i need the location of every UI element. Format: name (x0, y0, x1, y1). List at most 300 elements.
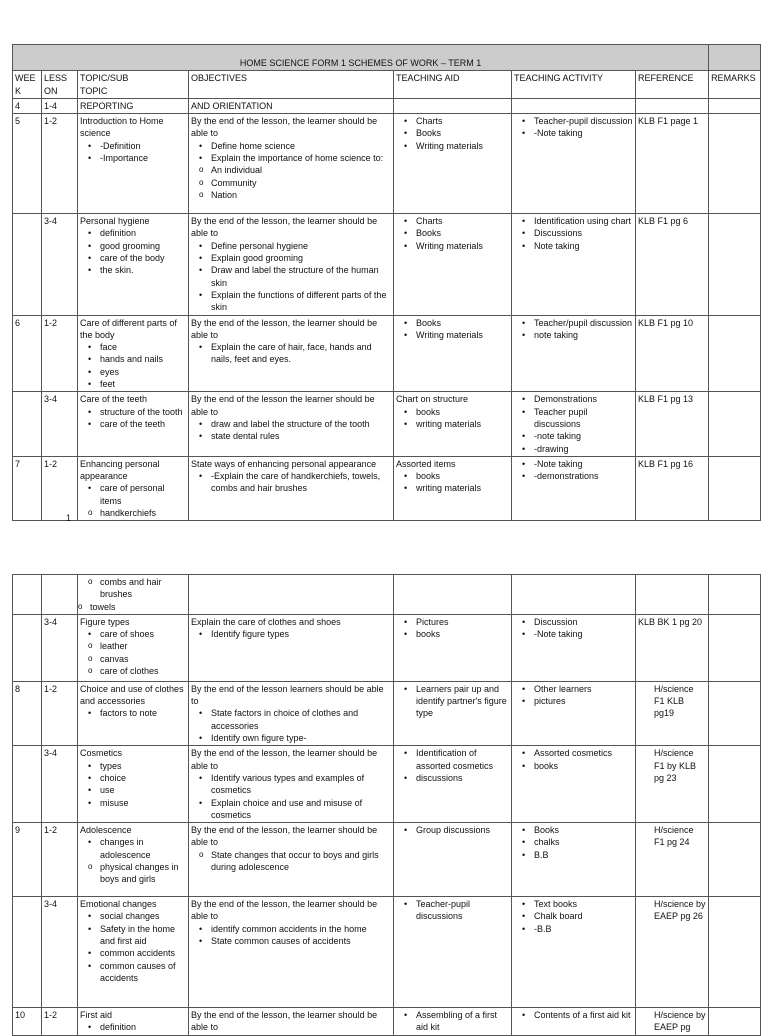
lesson-cell-text: 1-2 (44, 1010, 58, 1021)
objectives-cell (189, 114, 394, 214)
column-header-row (13, 71, 761, 99)
teaching-aid-cell (394, 681, 512, 745)
header-remarks: REMARKS (709, 71, 761, 99)
bullet-item: • the skin. (100, 264, 186, 276)
bullet-item: • changes in adolescence (100, 836, 186, 861)
teaching-activity-cell (512, 315, 636, 392)
objectives-cell-list (191, 418, 391, 443)
lesson-cell-text: 1-2 (44, 458, 58, 469)
bullet-item: • Discussions (534, 227, 633, 239)
bullet-item: • -Note taking (534, 458, 633, 470)
teaching-aid-cell-list (396, 115, 509, 152)
bullet-item: • -B.B (534, 923, 633, 935)
bullet-item: • face (100, 341, 186, 353)
page-number: 1 (66, 513, 72, 523)
teaching-activity-cell-list (514, 898, 633, 935)
reference-cell-text: KLB BK 1 pg 20 (638, 616, 703, 627)
topic-cell-text: First aid (80, 1010, 113, 1021)
lesson-cell (42, 746, 78, 823)
teaching-aid-cell-list (396, 317, 509, 342)
bullet-item: • choice (100, 772, 186, 784)
table-row (13, 614, 761, 681)
lesson-cell-text: 1-2 (44, 683, 58, 694)
objectives-cell-list (191, 628, 391, 640)
week-cell (13, 897, 42, 1008)
teaching-aid-cell-list (396, 747, 509, 784)
bullet-item: • identify common accidents in the home (211, 923, 391, 935)
objectives-cell-list (191, 849, 391, 874)
bullet-item: • Teacher-pupil discussions (416, 898, 509, 923)
header-lesson-line2: ON (44, 85, 58, 96)
teaching-aid-cell (394, 392, 512, 456)
remarks-cell (709, 823, 761, 897)
bullet-item: • social changes (100, 910, 186, 922)
teaching-aid-cell (394, 315, 512, 392)
topic-cell (78, 897, 189, 1008)
title-row-empty-cell (709, 45, 761, 71)
topic-cell-text: Personal hygiene (80, 216, 150, 227)
remarks-cell (709, 456, 761, 520)
bullet-item: • Teacher/pupil discussion (534, 317, 633, 329)
sub-bullet-item: o physical changes in boys and girls (100, 861, 186, 886)
orientation-activity (512, 98, 636, 113)
bullet-item: • -Note taking (534, 628, 633, 640)
orientation-remarks (709, 98, 761, 113)
objectives-cell-list (191, 140, 391, 201)
topic-cell (78, 392, 189, 456)
topic-cell-text: Cosmetics (80, 748, 123, 759)
topic-cell (78, 456, 189, 520)
objectives-cell (189, 681, 394, 745)
teaching-aid-cell-list (396, 898, 509, 923)
table-row (13, 681, 761, 745)
header-teaching-activity: TEACHING ACTIVITY (512, 71, 636, 99)
bullet-item: • Identify figure types (211, 628, 391, 640)
header-objectives: OBJECTIVES (189, 71, 394, 99)
bullet-item: • books (416, 406, 509, 418)
week-cell-text: 8 (15, 683, 21, 694)
sub-bullet-item: o combs and hair brushes (100, 576, 186, 601)
bullet-item: • Assembling of a first aid kit (416, 1009, 509, 1034)
bullet-item: • Discussion (534, 616, 633, 628)
week-cell (13, 456, 42, 520)
lesson-cell (42, 392, 78, 456)
teaching-aid-cell (394, 746, 512, 823)
objectives-cell-list (191, 341, 391, 366)
topic-cell-list (80, 707, 186, 719)
objectives-cell (189, 456, 394, 520)
topic-cell-list (80, 628, 186, 677)
week-cell (13, 614, 42, 681)
bullet-item: • common accidents (100, 947, 186, 959)
header-topic-line2: TOPIC (80, 85, 108, 96)
bullet-item: • types (100, 760, 186, 772)
teaching-aid-cell-list (396, 1009, 509, 1034)
reference-cell (636, 681, 709, 745)
bullet-item: • feet (100, 378, 186, 390)
topic-cell-list (80, 227, 186, 276)
bullet-item: • Safety in the home and first aid (100, 923, 186, 948)
bullet-item: • Writing materials (416, 140, 509, 152)
topic-cell-list (80, 482, 186, 519)
bullet-item: • -drawing (534, 443, 633, 455)
topic-cell-text: Adolescence (80, 825, 132, 836)
topic-cell (78, 1008, 189, 1036)
objectives-cell (189, 823, 394, 897)
sub-bullet-item: o An individual (211, 164, 391, 176)
bullet-item: • Contents of a first aid kit (534, 1009, 633, 1021)
bullet-item: • Assorted cosmetics (534, 747, 633, 759)
remarks-cell (709, 897, 761, 1008)
lesson-cell (42, 1008, 78, 1036)
reference-cell (636, 1008, 709, 1036)
remarks-cell (709, 575, 761, 615)
week-cell-text: 9 (15, 825, 21, 836)
remarks-cell (709, 681, 761, 745)
reference-cell (636, 214, 709, 315)
objectives-cell-list (191, 772, 391, 821)
objectives-cell-text: By the end of the lesson, the learner should be able to (191, 1010, 378, 1033)
bullet-item: • books (416, 628, 509, 640)
bullet-item: • Identify own figure type- (211, 732, 391, 744)
reference-cell (636, 897, 709, 1008)
reference-cell (636, 315, 709, 392)
topic-cell (78, 114, 189, 214)
bullet-item: • Books (416, 317, 509, 329)
bullet-item: • books (416, 470, 509, 482)
bullet-item: • -Explain the care of handkerchiefs, towels, combs and hair brushes (211, 470, 391, 495)
week-cell-text: 10 (15, 1010, 26, 1021)
topic-cell-list (80, 910, 186, 984)
bullet-item: • structure of the tooth (100, 406, 186, 418)
teaching-activity-cell-list (514, 458, 633, 483)
week-cell-text: 5 (15, 116, 21, 127)
topic-cell (78, 214, 189, 315)
remarks-cell (709, 746, 761, 823)
objectives-cell-text: By the end of the lesson, the learner should be able to (191, 899, 378, 922)
orientation-lesson: 1-4 (42, 98, 78, 113)
teaching-aid-cell (394, 897, 512, 1008)
sub-bullet-item: o handkerchiefs (100, 507, 186, 519)
teaching-activity-cell (512, 746, 636, 823)
week-cell (13, 746, 42, 823)
sub-bullet-item: o State changes that occur to boys and girls during adolescence (211, 849, 391, 874)
week-cell (13, 823, 42, 897)
bullet-item: • Explain choice and use and misuse of cosmetics (211, 797, 391, 822)
topic-cell-text: Introduction to Home science (80, 116, 164, 139)
bullet-item: • Group discussions (416, 824, 509, 836)
bullet-item: • Define home science (211, 140, 391, 152)
sub-bullet-item: o towels (90, 601, 186, 613)
objectives-cell-list (191, 707, 391, 744)
teaching-aid-cell (394, 614, 512, 681)
header-week (13, 71, 42, 99)
week-cell (13, 681, 42, 745)
reference-cell (636, 392, 709, 456)
orientation-aid (394, 98, 512, 113)
teaching-activity-cell (512, 897, 636, 1008)
lesson-cell (42, 114, 78, 214)
topic-cell-text: Figure types (80, 616, 130, 627)
bullet-item: • books (534, 760, 633, 772)
table-row (13, 114, 761, 214)
objectives-cell-text: By the end of the lesson, the learner should be able to (191, 825, 378, 848)
bullet-item: • good grooming (100, 240, 186, 252)
topic-cell-list (80, 140, 186, 165)
orientation-topic: REPORTING (78, 98, 189, 113)
reference-cell-text: KLB F1 pg 6 (638, 216, 689, 227)
header-week-line2: K (15, 85, 22, 96)
bullet-item: • Chalk board (534, 910, 633, 922)
teaching-activity-cell (512, 1008, 636, 1036)
bullet-item: • discussions (416, 772, 509, 784)
table-title: HOME SCIENCE FORM 1 SCHEMES OF WORK – TERM 1 (13, 45, 709, 71)
remarks-cell (709, 1008, 761, 1036)
teaching-activity-cell-list (514, 393, 633, 454)
bullet-item: • Identification of assorted cosmetics (416, 747, 509, 772)
remarks-cell (709, 114, 761, 214)
reference-cell-text: H/science by EAEP pg (654, 1010, 706, 1033)
bullet-item: • care of personal items (100, 482, 186, 507)
objectives-cell-text: By the end of the lesson, the learner should be able to (191, 116, 378, 139)
bullet-item: • hands and nails (100, 353, 186, 365)
bullet-item: • Identification using chart (534, 215, 633, 227)
lesson-cell-text: 3-4 (44, 616, 58, 627)
objectives-cell (189, 897, 394, 1008)
reference-cell-text: H/science F1 pg 24 (654, 825, 694, 848)
remarks-cell (709, 392, 761, 456)
objectives-cell-text: By the end of the lesson, the learner should be able to (191, 317, 378, 340)
reference-cell-text: KLB F1 pg 10 (638, 317, 694, 328)
bullet-item: • chalks (534, 836, 633, 848)
lesson-cell (42, 315, 78, 392)
bullet-item: • Other learners (534, 683, 633, 695)
bullet-item: • Teacher pupil discussions (534, 406, 633, 431)
reference-cell (636, 823, 709, 897)
reference-cell-text: KLB F1 pg 16 (638, 458, 694, 469)
topic-cell-text: Care of the teeth (80, 394, 148, 405)
week-cell (13, 392, 42, 456)
bullet-item: • Note taking (534, 240, 633, 252)
reference-cell-text: KLB F1 pg 13 (638, 394, 694, 405)
lesson-cell (42, 897, 78, 1008)
objectives-cell-text: By the end of the lesson, the learner should be able to (191, 748, 378, 771)
remarks-cell (709, 614, 761, 681)
teaching-aid-cell-list (396, 616, 509, 641)
scheme-table-page1 (12, 44, 761, 521)
bullet-item: • care of the body (100, 252, 186, 264)
teaching-aid-cell (394, 456, 512, 520)
table-row (13, 823, 761, 897)
week-cell (13, 315, 42, 392)
teaching-aid-cell-list (396, 215, 509, 252)
topic-cell (78, 614, 189, 681)
table-row (13, 1008, 761, 1036)
lesson-cell (42, 823, 78, 897)
table-row (13, 456, 761, 520)
week-cell (13, 214, 42, 315)
topic-cell-text: Enhancing personal appearance (80, 458, 160, 482)
bullet-item: • Text books (534, 898, 633, 910)
teaching-activity-cell-list (514, 215, 633, 252)
bullet-item: • Explain the functions of different parts of the skin (211, 289, 391, 314)
bullet-item: • -Note taking (534, 127, 633, 139)
teaching-activity-cell-list (514, 747, 633, 772)
bullet-item: • B.B (534, 849, 633, 861)
bullet-item: • factors to note (100, 707, 186, 719)
teaching-aid-cell (394, 575, 512, 615)
topic-cell (78, 575, 189, 615)
bullet-item: • State factors in choice of clothes and accessories (211, 707, 391, 732)
topic-cell (78, 823, 189, 897)
bullet-item: • Teacher-pupil discussion (534, 115, 633, 127)
topic-cell-list (80, 341, 186, 390)
remarks-cell (709, 315, 761, 392)
objectives-cell-list (191, 923, 391, 948)
topic-cell-list (80, 836, 186, 885)
objectives-cell (189, 392, 394, 456)
bullet-item: • Explain the care of hair, face, hands and nails, feet and eyes. (211, 341, 391, 366)
topic-cell-text: Care of different parts of the body (80, 317, 177, 340)
bullet-item: • eyes (100, 366, 186, 378)
teaching-aid-cell (394, 823, 512, 897)
sub-bullet-item: o leather (100, 640, 186, 652)
topic-cell-list (80, 760, 186, 809)
objectives-cell-text: Explain the care of clothes and shoes (191, 616, 341, 627)
bullet-item: • -Importance (100, 152, 186, 164)
objectives-cell (189, 575, 394, 615)
teaching-aid-cell-list (396, 470, 509, 495)
objectives-cell-list (191, 470, 391, 495)
teaching-aid-cell-list (396, 824, 509, 836)
bullet-item: • Writing materials (416, 329, 509, 341)
bullet-item: • Charts (416, 215, 509, 227)
bullet-item: • draw and label the structure of the tooth (211, 418, 391, 430)
objectives-cell-list (191, 240, 391, 314)
header-reference: REFERENCE (636, 71, 709, 99)
week-cell (13, 575, 42, 615)
page1-body (13, 114, 761, 521)
bullet-item: • State common causes of accidents (211, 935, 391, 947)
bullet-item: • definition (100, 1021, 186, 1033)
header-lesson (42, 71, 78, 99)
bullet-item: • care of the teeth (100, 418, 186, 430)
bullet-item: • definition (100, 227, 186, 239)
reference-cell (636, 575, 709, 615)
orientation-row (13, 98, 761, 113)
topic-cell-text: Emotional changes (80, 899, 157, 910)
bullet-item: • Books (534, 824, 633, 836)
objectives-cell (189, 746, 394, 823)
lesson-cell-text: 3-4 (44, 899, 58, 910)
teaching-aid-cell-text: Assorted items (396, 458, 456, 469)
bullet-item: • note taking (534, 329, 633, 341)
reference-cell (636, 746, 709, 823)
scheme-table-page2 (12, 574, 761, 1036)
teaching-activity-cell-list (514, 317, 633, 342)
teaching-activity-cell (512, 214, 636, 315)
reference-cell (636, 456, 709, 520)
table-row (13, 315, 761, 392)
week-cell-text: 6 (15, 317, 21, 328)
bullet-item: • -Definition (100, 140, 186, 152)
bullet-item: • Books (416, 227, 509, 239)
topic-cell-list (80, 406, 186, 431)
orientation-week: 4 (13, 98, 42, 113)
header-topic-line1: TOPIC/SUB (80, 73, 129, 84)
table-row (13, 897, 761, 1008)
teaching-activity-cell (512, 392, 636, 456)
teaching-aid-cell (394, 214, 512, 315)
reference-cell-text: H/science F1 KLB pg19 (654, 683, 694, 719)
week-cell-text: 7 (15, 458, 21, 469)
topic-cell-text: Choice and use of clothes and accessories (80, 683, 184, 707)
title-row (13, 45, 761, 71)
bullet-item: • common causes of accidents (100, 960, 186, 985)
bullet-item: • Draw and label the structure of the human skin (211, 264, 391, 289)
remarks-cell (709, 214, 761, 315)
table-row (13, 575, 761, 615)
teaching-aid-cell (394, 1008, 512, 1036)
sub-bullet-item: o care of clothes (100, 665, 186, 677)
bullet-item: • -note taking (534, 430, 633, 442)
lesson-cell-text: 3-4 (44, 748, 58, 759)
header-topic (78, 71, 189, 99)
teaching-aid-cell-list (396, 406, 509, 431)
objectives-cell-text: By the end of the lesson, the learner should be able to (191, 216, 378, 239)
week-cell (13, 1008, 42, 1036)
topic-cell-list (80, 1021, 186, 1033)
bullet-item: • pictures (534, 695, 633, 707)
teaching-aid-cell-list (396, 683, 509, 720)
bullet-item: • Writing materials (416, 240, 509, 252)
objectives-cell (189, 315, 394, 392)
header-week-line1: WEE (15, 73, 36, 84)
bullet-item: • care of shoes (100, 628, 186, 640)
objectives-cell-text: By the end of the lesson learners should be able to (191, 683, 384, 707)
teaching-activity-cell-list (514, 824, 633, 861)
lesson-cell-text: 3-4 (44, 216, 58, 227)
lesson-cell-text: 1-2 (44, 825, 58, 836)
objectives-cell (189, 614, 394, 681)
reference-cell-text: H/science by EAEP pg 26 (654, 899, 706, 922)
teaching-activity-cell-list (514, 683, 633, 708)
table-row (13, 392, 761, 456)
bullet-item: • Define personal hygiene (211, 240, 391, 252)
topic-cell (78, 315, 189, 392)
topic-cell-list (80, 576, 186, 613)
reference-cell (636, 614, 709, 681)
bullet-item: • use (100, 784, 186, 796)
week-cell (13, 114, 42, 214)
page2-body (13, 575, 761, 1036)
lesson-cell-text: 3-4 (44, 394, 58, 405)
teaching-activity-cell (512, 614, 636, 681)
teaching-activity-cell (512, 575, 636, 615)
lesson-cell-text: 1-2 (44, 116, 58, 127)
objectives-cell (189, 214, 394, 315)
teaching-activity-cell-list (514, 1009, 633, 1021)
sub-bullet-item: o Community (211, 177, 391, 189)
topic-cell (78, 746, 189, 823)
bullet-item: • misuse (100, 797, 186, 809)
bullet-item: • Charts (416, 115, 509, 127)
teaching-aid-cell-text: Chart on structure (396, 394, 469, 405)
objectives-cell-text: By the end of the lesson the learner should be able to (191, 394, 375, 417)
topic-cell (78, 681, 189, 745)
lesson-cell (42, 681, 78, 745)
header-lesson-line1: LESS (44, 73, 68, 84)
